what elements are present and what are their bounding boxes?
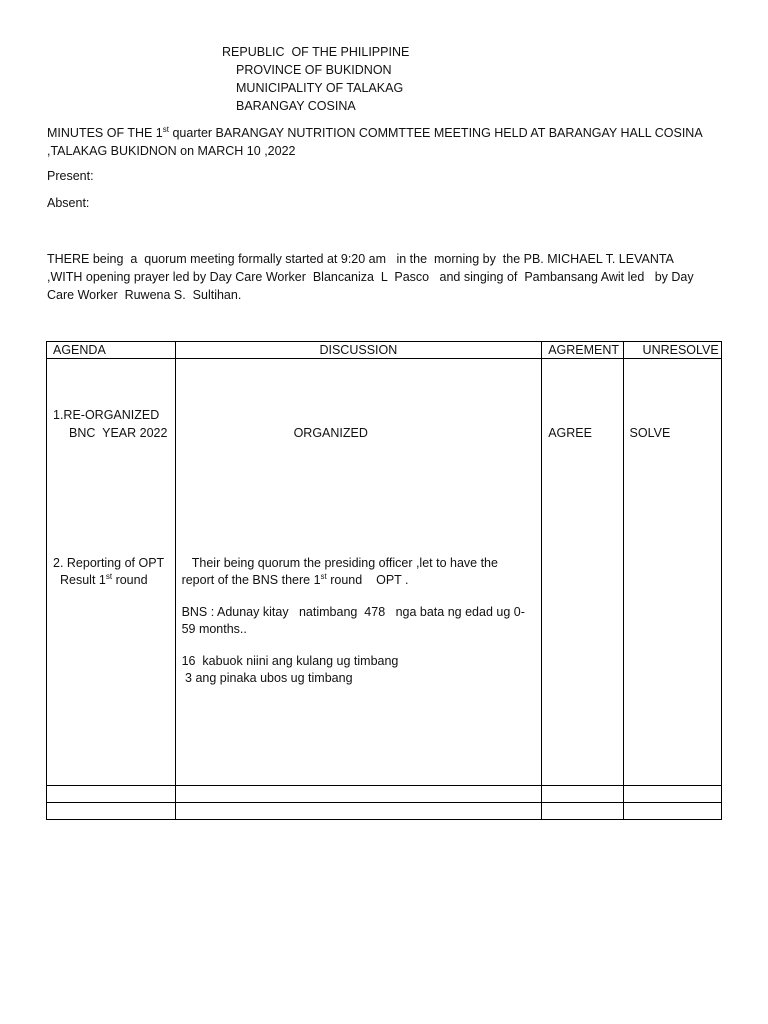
empty-cell bbox=[542, 803, 623, 820]
discussion-item2-line6: 3 ang pinaka ubos ug timbang bbox=[181, 671, 353, 685]
table-header-row bbox=[47, 342, 722, 359]
agenda-item2-line2-prefix: Result 1 bbox=[60, 573, 106, 587]
minutes-title bbox=[47, 124, 727, 160]
discussion-item2-line2 bbox=[182, 572, 409, 588]
empty-cell bbox=[47, 803, 176, 820]
table-row-empty bbox=[47, 786, 722, 803]
agreement-cell bbox=[542, 359, 623, 786]
table-row bbox=[47, 359, 722, 786]
discussion-cell bbox=[175, 359, 542, 786]
agenda-item2-superscript: st bbox=[105, 572, 113, 581]
document-header bbox=[222, 43, 409, 115]
agenda-item1-line2: BNC YEAR 2022 bbox=[69, 426, 168, 440]
discussion-item1: ORGANIZED bbox=[293, 426, 368, 440]
agenda-cell bbox=[47, 359, 176, 786]
header-province: PROVINCE OF BUKIDNON bbox=[236, 63, 392, 77]
header-unresolve: UNRESOLVE bbox=[623, 342, 721, 359]
agenda-item1-line1: 1.RE-ORGANIZED bbox=[53, 408, 160, 422]
agenda-item2-line2 bbox=[60, 572, 148, 588]
agreement-item1: AGREE bbox=[548, 426, 592, 440]
unresolve-item1: SOLVE bbox=[629, 426, 671, 440]
table-row-empty bbox=[47, 803, 722, 820]
empty-cell bbox=[175, 786, 542, 803]
header-republic: REPUBLIC OF THE PHILIPPINE bbox=[222, 45, 410, 59]
discussion-item2-line5: 16 kabuok niini ang kulang ug timbang bbox=[181, 654, 399, 668]
discussion-item2-superscript: st bbox=[320, 572, 327, 581]
title-rest: quarter BARANGAY NUTRITION COMMTTEE MEETING HELD AT BARANGAY HALL COSINA ,TALAKAG BUKIDNON on MARCH 10 ,2022 bbox=[47, 126, 702, 158]
title-superscript: st bbox=[162, 125, 169, 134]
title-prefix: MINUTES OF THE 1 bbox=[47, 126, 163, 140]
absent-label: Absent: bbox=[47, 196, 90, 210]
empty-cell bbox=[542, 786, 623, 803]
header-municipality: MUNICIPALITY OF TALAKAG bbox=[236, 81, 404, 95]
agenda-item2-line2-suffix: round bbox=[112, 573, 148, 587]
unresolve-cell bbox=[623, 359, 721, 786]
minutes-table bbox=[46, 341, 722, 820]
header-agreement: AGREMENT bbox=[542, 342, 623, 359]
header-discussion: DISCUSSION bbox=[175, 342, 542, 359]
discussion-item2-line3: BNS : Adunay kitay natimbang 478 nga bata ng edad ug 0- bbox=[181, 605, 525, 619]
empty-cell bbox=[47, 786, 176, 803]
empty-cell bbox=[623, 786, 721, 803]
empty-cell bbox=[175, 803, 542, 820]
header-agenda: AGENDA bbox=[47, 342, 176, 359]
empty-cell bbox=[623, 803, 721, 820]
intro-paragraph: THERE being a quorum meeting formally started at 9:20 am in the morning by the PB. MICHAEL T. LEVANTA ,WITH opening prayer led by Day Care Worker Blancaniza L Pasco and singing of Pambansang Awit led by Day Care Worker Ruwena S. Sultihan. bbox=[47, 252, 698, 302]
present-label: Present: bbox=[47, 169, 94, 183]
discussion-item2-line2-suffix: round OPT . bbox=[326, 573, 409, 587]
discussion-item2-line1: Their being quorum the presiding officer ,let to have the bbox=[181, 556, 498, 570]
discussion-item2-line4: 59 months.. bbox=[181, 622, 247, 636]
header-barangay: BARANGAY COSINA bbox=[236, 99, 356, 113]
agenda-item2-line1: 2. Reporting of OPT bbox=[53, 556, 165, 570]
discussion-item2-line2-prefix: report of the BNS there 1 bbox=[181, 573, 321, 587]
